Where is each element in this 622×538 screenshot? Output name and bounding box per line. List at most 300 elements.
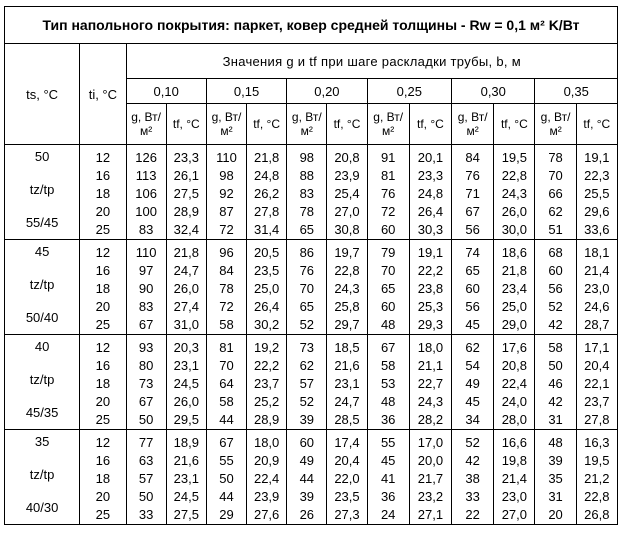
g-value: 44: [299, 471, 315, 486]
tf-value-cell: [327, 240, 367, 335]
tf-value: 17,4: [334, 435, 360, 450]
tf-value: 29,3: [417, 317, 444, 332]
tf-value: 20,8: [334, 150, 360, 165]
g-value: 54: [465, 358, 480, 373]
step-header: 0,30: [452, 79, 535, 104]
ti-value: 20: [95, 394, 111, 409]
tf-value-cell: [494, 335, 535, 430]
tf-value: 24,8: [253, 168, 280, 183]
tf-value: 21,4: [584, 263, 610, 278]
tf-value: 18,0: [417, 340, 444, 355]
unit-tf-header: tf, °C: [247, 104, 287, 145]
tf-value-cell: [327, 430, 367, 525]
unit-tf-header: tf, °C: [327, 104, 367, 145]
g-value: 33: [138, 507, 154, 522]
g-value: 42: [548, 317, 563, 332]
ti-value: 18: [95, 471, 111, 486]
tf-value: 23,5: [253, 263, 280, 278]
ti-value: 18: [95, 186, 111, 201]
ti-value: 20: [95, 489, 111, 504]
g-value: 57: [299, 376, 315, 391]
g-value-cell: [535, 240, 576, 335]
g-value: 53: [380, 376, 396, 391]
tf-value: 23,5: [334, 489, 360, 504]
g-value: 98: [299, 150, 315, 165]
g-value: 48: [548, 435, 563, 450]
tf-value-cell: [494, 240, 535, 335]
tf-value: 23,2: [417, 489, 444, 504]
tf-value: 23,9: [334, 168, 360, 183]
g-value: 67: [380, 340, 396, 355]
g-value-cell: [367, 430, 409, 525]
g-value: 78: [299, 204, 315, 219]
tf-value: 27,8: [253, 204, 280, 219]
g-value-cell: [287, 335, 327, 430]
g-value: 34: [465, 412, 480, 427]
g-value: 57: [138, 471, 154, 486]
group-label-cell: [5, 335, 80, 430]
step-header: 0,15: [206, 79, 286, 104]
tf-value: 30,2: [253, 317, 280, 332]
tf-value: 27,5: [173, 186, 199, 201]
tf-value: 26,2: [253, 186, 280, 201]
tf-value: 18,0: [253, 435, 280, 450]
g-value: 81: [380, 168, 396, 183]
tf-value: 28,9: [173, 204, 199, 219]
g-value-cell: [452, 335, 494, 430]
tf-value: 21,6: [334, 358, 360, 373]
unit-g-header: g, Вт/м²: [367, 104, 409, 145]
unit-g-header: g, Вт/м²: [535, 104, 576, 145]
g-value: 98: [219, 168, 234, 183]
g-value: 48: [380, 394, 396, 409]
g-value: 58: [380, 358, 396, 373]
g-value: 70: [380, 263, 396, 278]
tf-value: 28,7: [584, 317, 610, 332]
g-value: 50: [548, 358, 563, 373]
tf-value: 22,8: [334, 263, 360, 278]
tf-value: 16,3: [584, 435, 610, 450]
g-value: 110: [135, 245, 157, 260]
ti-value: 25: [95, 507, 111, 522]
g-value: 93: [138, 340, 154, 355]
g-value: 96: [219, 245, 234, 260]
g-value: 33: [465, 489, 480, 504]
ti-value: 25: [95, 412, 111, 427]
spacing-note: Значения g и tf при шаге раскладки трубы, b, м: [126, 44, 617, 79]
tf-value: 24,3: [334, 281, 360, 296]
tf-value: 29,5: [173, 412, 199, 427]
group-label-cell: [5, 240, 80, 335]
g-value-cell: [452, 430, 494, 525]
g-value: 83: [138, 222, 154, 237]
tf-value: 26,8: [584, 507, 610, 522]
tf-value: 26,0: [173, 394, 199, 409]
g-value: 22: [465, 507, 480, 522]
tf-value: 22,4: [253, 471, 280, 486]
group-ts: 35: [34, 434, 50, 449]
group-ratio: 50/40: [25, 310, 59, 325]
g-value: 50: [219, 471, 234, 486]
ti-value: 12: [95, 435, 111, 450]
tf-value: 27,5: [173, 507, 199, 522]
tf-value: 19,2: [253, 340, 280, 355]
unit-g-header: g, Вт/м²: [206, 104, 246, 145]
tf-value: 30,0: [501, 222, 528, 237]
tf-value: 16,6: [501, 435, 528, 450]
tf-value: 28,2: [417, 412, 444, 427]
g-value: 39: [299, 489, 315, 504]
tf-value: 26,0: [501, 204, 528, 219]
g-value: 44: [219, 412, 234, 427]
tf-value: 23,8: [417, 281, 444, 296]
g-value: 36: [380, 412, 396, 427]
tf-value: 23,1: [173, 358, 199, 373]
ti-cell: [80, 145, 126, 240]
g-value: 70: [219, 358, 234, 373]
g-value: 113: [135, 168, 157, 183]
g-value: 79: [380, 245, 396, 260]
g-value: 45: [380, 453, 396, 468]
g-value: 83: [299, 186, 315, 201]
g-value: 67: [138, 394, 154, 409]
g-value: 65: [380, 281, 396, 296]
tf-value: 26,0: [173, 281, 199, 296]
group-ratio-label: tz/tp: [29, 372, 55, 387]
g-value: 39: [548, 453, 563, 468]
g-value: 83: [138, 299, 154, 314]
tf-value: 27,0: [334, 204, 360, 219]
tf-value: 22,8: [584, 489, 610, 504]
tf-value: 23,7: [584, 394, 610, 409]
tf-value: 21,8: [253, 150, 280, 165]
group-ts: 45: [34, 244, 50, 259]
g-value: 106: [135, 186, 157, 201]
tf-value-cell: [409, 240, 451, 335]
g-value: 62: [465, 340, 480, 355]
tf-value: 21,1: [417, 358, 444, 373]
g-value: 55: [380, 435, 396, 450]
tf-value-cell: [576, 240, 617, 335]
tf-value: 28,0: [501, 412, 528, 427]
tf-value-cell: [247, 240, 287, 335]
unit-tf-header: tf, °C: [409, 104, 451, 145]
tf-value: 20,1: [417, 150, 444, 165]
table-row: [5, 430, 618, 525]
tf-value: 27,3: [334, 507, 360, 522]
step-header: 0,10: [126, 79, 206, 104]
ti-header: ti, °C: [80, 44, 126, 145]
ti-value: 18: [95, 376, 111, 391]
table-row: [5, 240, 618, 335]
tf-value: 24,3: [417, 394, 444, 409]
tf-value: 20,3: [173, 340, 199, 355]
g-value: 29: [219, 507, 234, 522]
g-value: 62: [299, 358, 315, 373]
g-value-cell: [367, 145, 409, 240]
tf-value: 25,4: [334, 186, 360, 201]
tf-value: 19,5: [501, 150, 528, 165]
g-value: 76: [380, 186, 396, 201]
tf-value: 24,7: [334, 394, 360, 409]
tf-value: 25,8: [334, 299, 360, 314]
g-value: 41: [380, 471, 396, 486]
tf-value: 23,0: [584, 281, 610, 296]
g-value: 66: [548, 186, 563, 201]
g-value: 92: [219, 186, 234, 201]
tf-value: 17,0: [417, 435, 444, 450]
unit-tf-header: tf, °C: [576, 104, 617, 145]
tf-value: 27,0: [501, 507, 528, 522]
g-value: 58: [219, 394, 234, 409]
tf-value: 27,4: [173, 299, 199, 314]
g-value: 76: [299, 263, 315, 278]
tf-value: 27,8: [584, 412, 610, 427]
tf-value: 28,9: [253, 412, 280, 427]
g-value: 68: [548, 245, 563, 260]
ti-value: 16: [95, 168, 111, 183]
tf-value: 23,4: [501, 281, 528, 296]
tf-value: 29,7: [334, 317, 360, 332]
tf-value: 23,1: [173, 471, 199, 486]
table-wrapper: [4, 6, 618, 525]
g-value: 73: [138, 376, 154, 391]
tf-value: 21,7: [417, 471, 444, 486]
table-row: [5, 145, 618, 240]
tf-value: 22,2: [253, 358, 280, 373]
tf-value: 22,4: [501, 376, 528, 391]
g-value: 86: [299, 245, 315, 260]
ti-value: 12: [95, 340, 111, 355]
g-value: 81: [219, 340, 234, 355]
g-value: 35: [548, 471, 563, 486]
tf-value: 23,1: [334, 376, 360, 391]
g-value: 50: [138, 412, 154, 427]
ti-cell: [80, 240, 126, 335]
ti-value: 16: [95, 358, 111, 373]
g-value: 38: [465, 471, 480, 486]
tf-value: 20,5: [253, 245, 280, 260]
tf-value: 18,1: [584, 245, 610, 260]
group-ratio-label: tz/tp: [29, 467, 55, 482]
g-value: 64: [219, 376, 234, 391]
tf-value-cell: [409, 430, 451, 525]
g-value: 44: [219, 489, 234, 504]
tf-value: 24,5: [173, 376, 199, 391]
step-header: 0,20: [287, 79, 367, 104]
step-header: 0,35: [535, 79, 618, 104]
g-value: 60: [380, 299, 396, 314]
tf-value: 24,6: [584, 299, 610, 314]
g-value: 45: [465, 394, 480, 409]
g-value: 42: [465, 453, 480, 468]
ti-value: 12: [95, 245, 111, 260]
tf-value-cell: [166, 430, 206, 525]
g-value: 39: [299, 412, 315, 427]
g-value: 78: [219, 281, 234, 296]
g-value: 52: [548, 299, 563, 314]
g-value: 46: [548, 376, 563, 391]
g-value: 70: [548, 168, 563, 183]
g-value: 73: [299, 340, 315, 355]
tf-value: 23,3: [173, 150, 199, 165]
g-value: 84: [219, 263, 234, 278]
g-value: 78: [548, 150, 563, 165]
g-value: 56: [465, 222, 480, 237]
ti-value: 25: [95, 317, 111, 332]
tf-value: 24,3: [501, 186, 528, 201]
tf-value: 20,4: [334, 453, 360, 468]
g-value-cell: [452, 145, 494, 240]
group-ts: 40: [34, 339, 50, 354]
g-value-cell: [287, 240, 327, 335]
tf-value-cell: [247, 430, 287, 525]
tf-value-cell: [576, 430, 617, 525]
g-value: 62: [548, 204, 563, 219]
g-value: 56: [465, 299, 480, 314]
step-header: 0,25: [367, 79, 451, 104]
tf-value: 19,1: [417, 245, 444, 260]
tf-value: 24,0: [501, 394, 528, 409]
tf-value: 26,4: [253, 299, 280, 314]
g-value: 71: [465, 186, 480, 201]
tf-value: 19,1: [584, 150, 610, 165]
g-value-cell: [367, 335, 409, 430]
g-value: 52: [299, 394, 315, 409]
tf-value: 23,9: [253, 489, 280, 504]
tf-value: 25,0: [501, 299, 528, 314]
tf-value: 26,1: [173, 168, 199, 183]
tf-value: 24,7: [173, 263, 199, 278]
g-value: 42: [548, 394, 563, 409]
g-value-cell: [535, 430, 576, 525]
g-value: 126: [135, 150, 157, 165]
g-value: 48: [380, 317, 396, 332]
g-value: 97: [138, 263, 154, 278]
ti-value: 18: [95, 281, 111, 296]
tf-value: 26,4: [417, 204, 444, 219]
tf-value: 31,4: [253, 222, 280, 237]
tf-value-cell: [166, 335, 206, 430]
g-value: 60: [548, 263, 563, 278]
tf-value-cell: [576, 145, 617, 240]
g-value: 52: [299, 317, 315, 332]
g-value: 72: [380, 204, 396, 219]
tf-value: 25,3: [417, 299, 444, 314]
tf-value-cell: [327, 335, 367, 430]
tf-value: 19,8: [501, 453, 528, 468]
g-value-cell: [287, 430, 327, 525]
tf-value-cell: [576, 335, 617, 430]
g-value: 100: [135, 204, 157, 219]
g-value: 36: [380, 489, 396, 504]
tf-value: 21,2: [584, 471, 610, 486]
tf-value: 21,8: [501, 263, 528, 278]
g-value: 31: [548, 412, 563, 427]
tf-value: 21,4: [501, 471, 528, 486]
g-value-cell: [126, 335, 166, 430]
g-value-cell: [126, 240, 166, 335]
tf-value: 20,4: [584, 358, 610, 373]
g-value: 72: [219, 299, 234, 314]
tf-value: 30,3: [417, 222, 444, 237]
tf-value: 28,5: [334, 412, 360, 427]
group-label-cell: [5, 145, 80, 240]
group-ts: 50: [34, 149, 50, 164]
ti-value: 25: [95, 222, 111, 237]
g-value-cell: [126, 145, 166, 240]
tf-value: 27,6: [253, 507, 280, 522]
unit-tf-header: tf, °C: [166, 104, 206, 145]
g-value: 45: [465, 317, 480, 332]
g-value: 65: [299, 299, 315, 314]
g-value: 55: [219, 453, 234, 468]
heating-data-table: [4, 6, 618, 525]
g-value-cell: [206, 430, 246, 525]
g-value: 76: [465, 168, 480, 183]
g-value: 67: [465, 204, 480, 219]
g-value: 26: [299, 507, 315, 522]
tf-value: 30,8: [334, 222, 360, 237]
tf-value: 22,3: [584, 168, 610, 183]
g-value: 74: [465, 245, 480, 260]
ti-value: 16: [95, 453, 111, 468]
tf-value: 24,8: [417, 186, 444, 201]
g-value-cell: [206, 335, 246, 430]
g-value-cell: [287, 145, 327, 240]
g-value: 65: [299, 222, 315, 237]
g-value: 67: [138, 317, 154, 332]
ts-header: ts, °C: [5, 44, 80, 145]
tf-value: 19,5: [584, 453, 610, 468]
g-value: 49: [299, 453, 315, 468]
tf-value: 33,6: [584, 222, 610, 237]
tf-value: 22,7: [417, 376, 444, 391]
tf-value-cell: [494, 145, 535, 240]
g-value: 49: [465, 376, 480, 391]
ti-cell: [80, 335, 126, 430]
unit-g-header: g, Вт/м²: [452, 104, 494, 145]
g-value: 110: [216, 150, 237, 165]
group-ratio-label: tz/tp: [29, 182, 55, 197]
tf-value-cell: [166, 145, 206, 240]
g-value: 20: [548, 507, 563, 522]
tf-value: 20,0: [417, 453, 444, 468]
tf-value: 18,5: [334, 340, 360, 355]
g-value: 50: [138, 489, 154, 504]
tf-value: 24,5: [173, 489, 199, 504]
tf-value: 17,1: [584, 340, 610, 355]
g-value: 90: [138, 281, 154, 296]
g-value: 91: [380, 150, 396, 165]
g-value-cell: [206, 145, 246, 240]
group-label-cell: [5, 430, 80, 525]
tf-value: 25,5: [584, 186, 610, 201]
g-value-cell: [126, 430, 166, 525]
g-value: 70: [299, 281, 315, 296]
g-value: 67: [219, 435, 234, 450]
g-value: 52: [465, 435, 480, 450]
g-value: 77: [138, 435, 154, 450]
table-row: [5, 335, 618, 430]
g-value: 60: [299, 435, 315, 450]
unit-g-header: g, Вт/м²: [287, 104, 327, 145]
tf-value: 17,6: [501, 340, 528, 355]
group-ratio: 55/45: [25, 215, 59, 230]
tf-value: 21,8: [173, 245, 199, 260]
tf-value-cell: [327, 145, 367, 240]
g-value-cell: [452, 240, 494, 335]
